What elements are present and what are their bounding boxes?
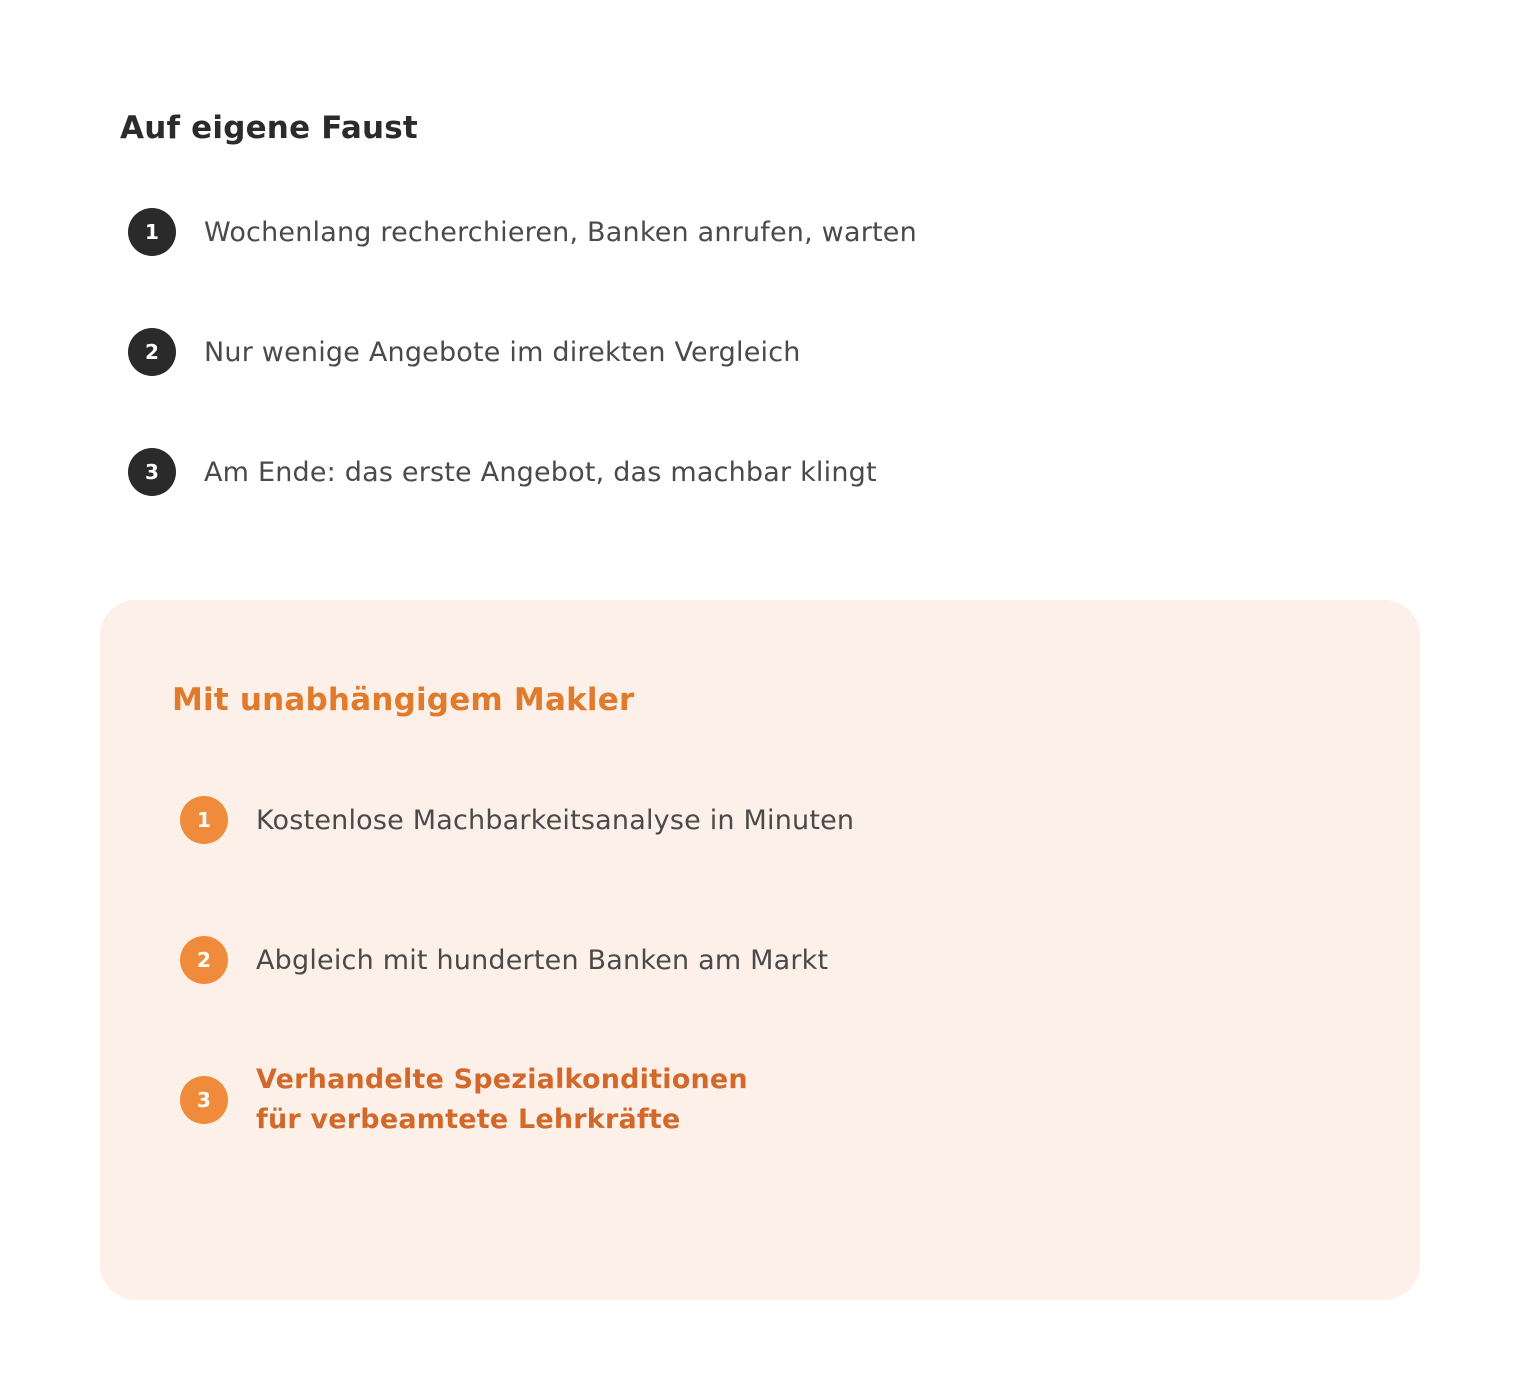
- step-number-badge: 2: [128, 328, 176, 376]
- step-number-badge: 1: [128, 208, 176, 256]
- step-number-badge: 2: [180, 936, 228, 984]
- broker-approach-item-text: Abgleich mit hunderten Banken am Markt: [256, 944, 829, 976]
- own-approach-section: [120, 100, 1400, 488]
- broker-approach-item: [180, 936, 828, 984]
- step-number-badge: 3: [180, 1076, 228, 1124]
- own-approach-item: [128, 208, 917, 256]
- own-approach-item: [128, 328, 801, 376]
- own-approach-item-text: Wochenlang recherchieren, Banken anrufen, warten: [204, 216, 917, 248]
- broker-approach-item-highlight: [180, 1060, 748, 1140]
- own-approach-title: Auf eigene Faust: [120, 110, 418, 146]
- own-approach-item-text: Am Ende: das erste Angebot, das machbar klingt: [204, 456, 877, 488]
- broker-approach-card: [100, 600, 1420, 1300]
- broker-approach-item-text-highlight: [256, 1060, 748, 1140]
- own-approach-item-text: Nur wenige Angebote im direkten Vergleich: [204, 336, 801, 368]
- broker-approach-title: Mit unabhängigem Makler: [172, 682, 635, 718]
- own-approach-item: [128, 448, 877, 496]
- broker-approach-item-text: Kostenlose Machbarkeitsanalyse in Minuten: [256, 804, 855, 836]
- step-number-badge: 3: [128, 448, 176, 496]
- highlight-line-1: Verhandelte Spezialkonditionen: [256, 1064, 748, 1095]
- step-number-badge: 1: [180, 796, 228, 844]
- highlight-line-2: für verbeamtete Lehrkräfte: [256, 1104, 681, 1135]
- broker-approach-item: [180, 796, 854, 844]
